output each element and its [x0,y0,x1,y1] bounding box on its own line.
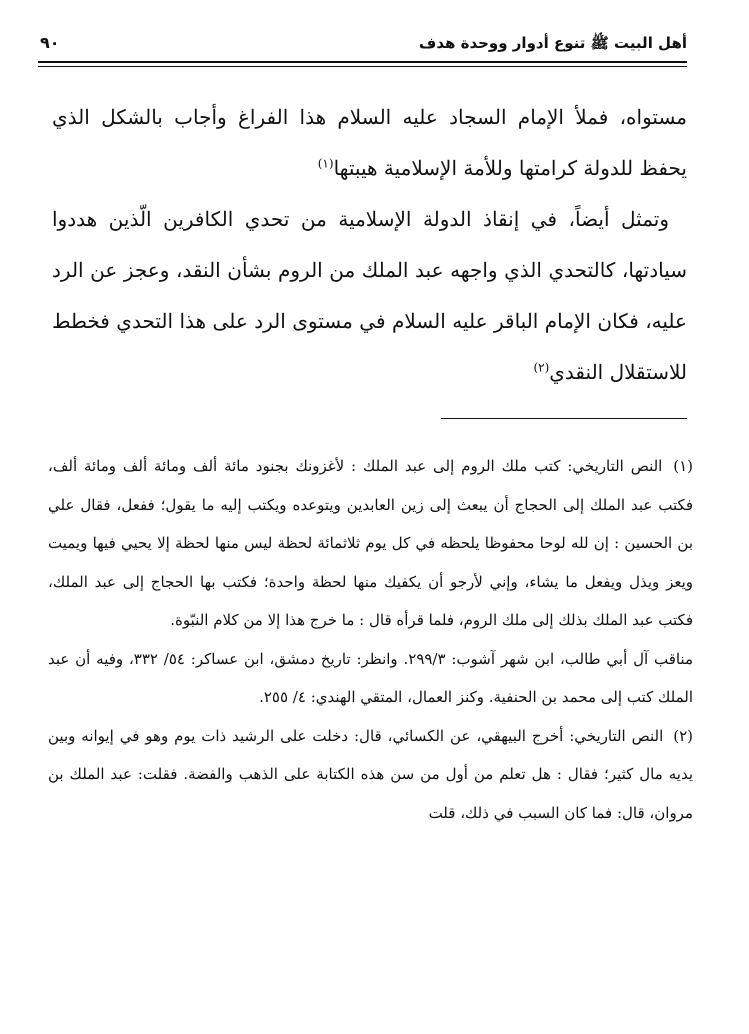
footnotes [48,447,693,832]
running-title: أهل البيت ﷺ تنوع أدوار ووحدة هدف [418,34,687,52]
footnote-marker-2: (٢) [533,360,550,375]
header-rule-thick [38,61,687,63]
footnote-2-number: (٢) [673,726,693,745]
footnote-2-text: النص التاريخي: أخرج البيهقي، عن الكسائي، قال: دخلت على الرشيد ذات يوم وهو في إيوانه وبين يديه مال كثير؛ فقال : هل تعلم من أول من سن هذه الكتابة على الذهب والفضة. فقلت: عبد الملك بن مروان، قال: فما كان السبب في ذلك، قلت [48,726,693,822]
paragraph-2-text: وتمثل أيضاً، في إنقاذ الدولة الإسلامية من تحدي الكافرين الّذين هددوا سيادتها، كالتحدي الذي واجهه عبد الملك من الروم بشأن النقد، وعجز عن الرد عليه، فكان الإمام الباقر عليه السلام في مستوى الرد على هذا التحدي فخطط للاستقلال النقدي [52,207,687,384]
page-number: ٩٠ [40,33,60,52]
main-text [52,92,687,398]
footnote-1-number: (١) [673,457,693,475]
footnote-separator [441,418,687,419]
footnote-2 [48,717,693,833]
paragraph-1 [52,92,687,194]
header-rule-thin [38,66,687,67]
footnote-1-sources: مناقب آل أبي طالب، ابن شهر آشوب: ٢٩٩/٣. وانظر: تاريخ دمشق، ابن عساكر: ٥٤/ ٣٣٢، وفيه أن عبد الملك كتب إلى محمد بن الحنفية. وكنز العمال، المتقي الهندي: ٤/ ٢٥٥. [48,649,693,706]
paragraph-1-text: مستواه، فملأ الإمام السجاد عليه السلام هذا الفراغ وأجاب بالشكل الذي يحفظ للدولة كرامتها وللأمة الإسلامية هيبتها [52,105,687,180]
paragraph-2 [52,194,687,398]
page-header [40,30,687,64]
footnote-marker-1: (١) [317,156,334,171]
footnote-1-text: النص التاريخي: كتب ملك الروم إلى عبد الملك : لأغزونك بجنود مائة ألف ومائة ألف ومائة ألف، فكتب عبد الملك إلى الحجاج أن يبعث إلى زين العابدين ويتوعده ويكتب إليه ما يقول؛ ففعل، فقال علي بن الحسين : إن لله لوحا محفوظا يلحظه في كل يوم ثلاثمائة لحظة ليس منها لحظة إلا يحيي فيها ويميت ويعز ويذل ويفعل ما يشاء، وإني لأرجو أن يكفيك منها لحظة واحدة؛ فكتب بها الحجاج إلى عبد الملك، فكتب عبد الملك بذلك إلى ملك الروم، فلما قرأه قال : ما خرج هذا إلا من كلام النبّوة. [48,457,693,629]
footnote-1 [48,447,693,640]
